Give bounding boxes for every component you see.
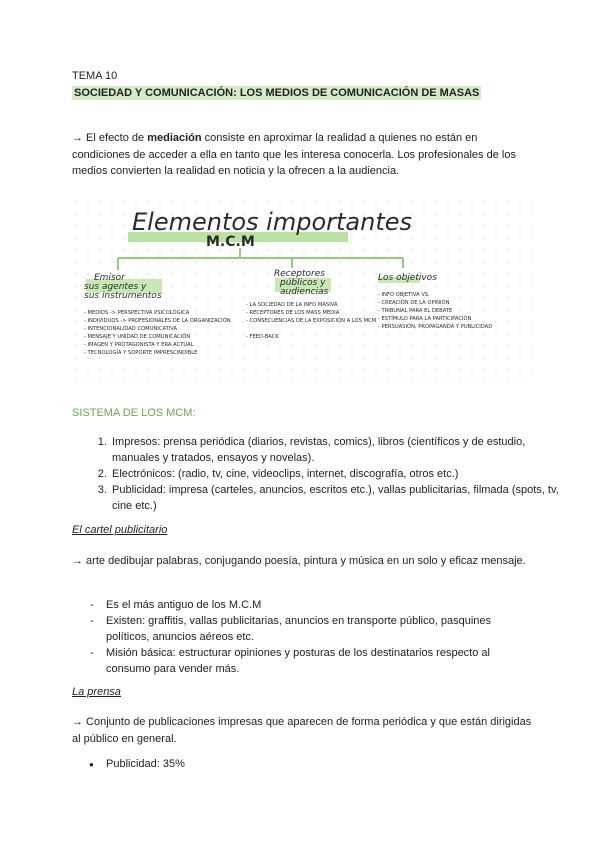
cartel-list [72, 597, 534, 677]
prensa-list [72, 758, 185, 770]
section-title-cartel: El cartel publicitario [72, 524, 168, 536]
section-title-prensa: La prensa [72, 686, 121, 698]
list-item: 2. Electrónicos: (radio, tv, cine, videoclips, internet, discografía, otros etc.) [110, 466, 572, 482]
intro-paragraph [72, 130, 534, 180]
list-item: 3. Publicidad: impresa (carteles, anuncios, escritos etc.), vallas publicitarias, filmada (spots, tv, cine etc.) [110, 482, 572, 514]
list-item: - INDIVIDUOS -> PROFESIONALES DE LA ORGANIZACIÓN [84, 318, 231, 324]
list-item: ● Publicidad: 35% [72, 758, 185, 770]
intro-bold-term: mediación [147, 132, 202, 144]
sistema-list [72, 434, 572, 514]
cartel-paragraph: → arte dedibujar palabras, conjugando poesía, pintura y música en un solo y eficaz mensaje. [72, 555, 526, 567]
list-item: - CREACIÓN DE LA OPINIÓN [378, 300, 450, 306]
list-item: - RECEPTORES DE LOS MASS MEDIA [246, 310, 340, 316]
list-item: - TECNOLOGÍA Y SOPORTE IMPRESCINDIBLE [84, 350, 198, 356]
intro-post: consiste en aproximar la realidad a quienes no están en condiciones de acceder a ella en tanto que les interesa conocerla. Los profesionales de los medios convierten la realidad en noticia y la ofrecen a la audiencia. [72, 132, 516, 177]
list-item: - ESTÍMULO PARA LA PARTICIPACIÓN [378, 316, 472, 322]
list-item: - INTENCIONALIDAD COMUNICATIVA [84, 326, 178, 332]
list-item: - FEED-BACK [246, 334, 279, 340]
branch-heading: Los objetivos [378, 273, 437, 283]
section-title-sistema: SISTEMA DE LOS MCM: [72, 407, 196, 419]
diagram-subtitle: M.C.M [206, 234, 255, 250]
list-item: - IMAGEN Y PROTAGONISTA Y ERA ACTUAL [84, 342, 194, 348]
list-item: - MEDIOS -> PERSPECTIVA PSICOLÓGICA [84, 310, 190, 316]
tema-label: TEMA 10 [72, 70, 118, 82]
prensa-paragraph: → Conjunto de publicaciones impresas que aparecen de forma periódica y que están dirigidas al público en general. [72, 716, 532, 745]
list-item: - PERSUASIÓN, PROPAGANDA Y PUBLICIDAD [378, 324, 493, 330]
list-item: - MENSAJE Y UNIDAD DE COMUNICACIÓN [84, 334, 191, 340]
list-item: - CONSECUENCIAS DE LA EXPOSICIÓN A LOS MCM [246, 318, 377, 324]
list-item: - INFO OBJETIVA VS. [378, 292, 430, 298]
branch-heading: Receptores públicos y audiencias [274, 269, 329, 297]
branch-heading: Emisor sus agentes y sus instrumentos [84, 273, 162, 301]
list-item: - TRIBUNAL PARA EL DEBATE [378, 308, 453, 314]
list-item: - Es el más antiguo de los M.C.M [72, 597, 534, 613]
list-item: - Misión básica: estructurar opiniones y posturas de los destinatarios respecto al consumo para vender más. [72, 645, 534, 677]
list-item: 1. Impresos: prensa periódica (diarios, revistas, comics), libros (científicos y de estudio, manuales y tratados, ensayos y novelas). [110, 434, 572, 466]
intro-arrow: → [72, 132, 83, 144]
list-item: - LA SOCIEDAD DE LA INFO MASIVA [246, 302, 338, 308]
diagram-title: Elementos importantes [132, 208, 413, 236]
list-item: - Existen: graffitis, vallas publicitarias, anuncios en transporte público, pasquines políticos, anuncios aéreos etc. [72, 613, 534, 645]
intro-pre: El efecto de [83, 132, 148, 144]
document-title: SOCIEDAD Y COMUNICACIÓN: LOS MEDIOS DE COMUNICACIÓN DE MASAS [74, 87, 480, 99]
elements-diagram [70, 196, 532, 382]
